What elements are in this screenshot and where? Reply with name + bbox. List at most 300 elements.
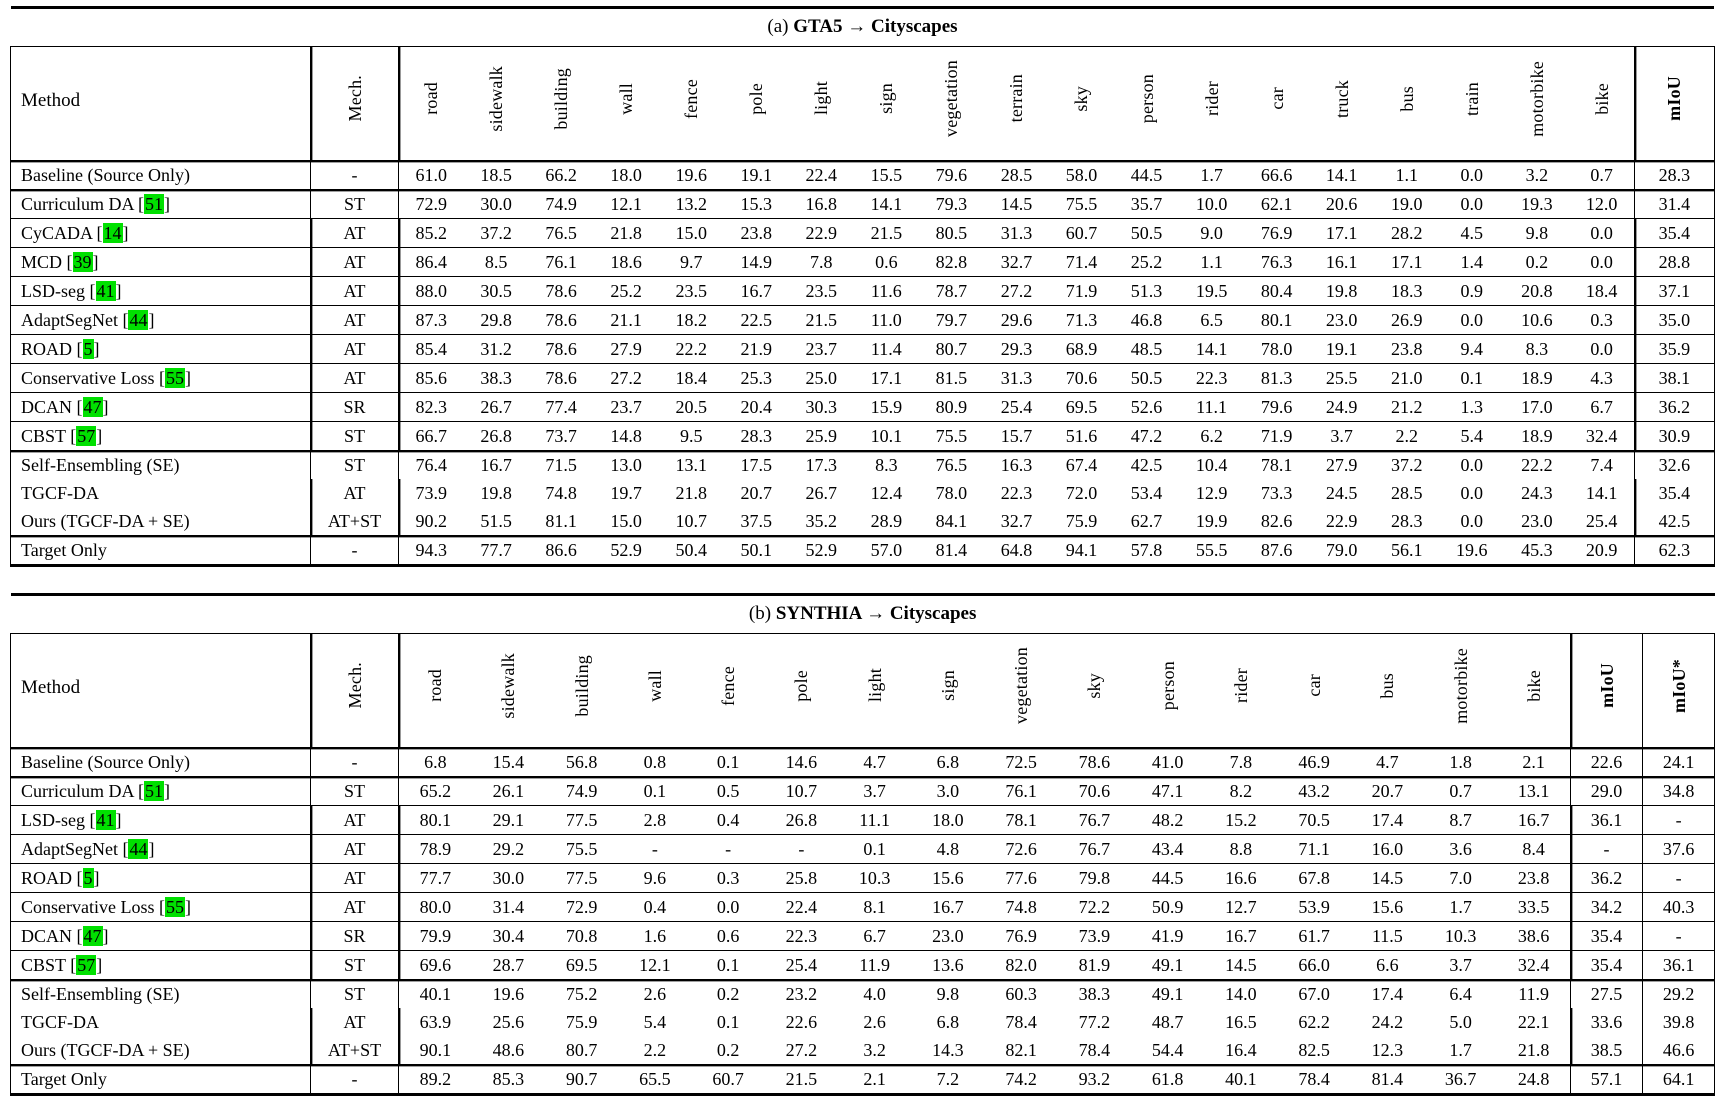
cell-value: 20.9: [1569, 536, 1634, 566]
cell-value: 74.8: [985, 893, 1058, 922]
header-class-building: building: [545, 634, 618, 748]
cell-value: 0.0: [1439, 306, 1504, 335]
cell-value: 85.6: [399, 364, 464, 393]
row-method-label: ROAD [5]: [11, 335, 311, 364]
cell-value: 18.6: [594, 248, 659, 277]
cell-value: 0.7: [1424, 777, 1497, 806]
row-mech: AT: [311, 306, 399, 335]
cell-value: 87.6: [1244, 536, 1309, 566]
citation-ref[interactable]: 5: [83, 867, 93, 888]
cell-value: 3.2: [863, 1039, 886, 1060]
cell-value: 49.1: [1131, 951, 1204, 980]
cell-value: 16.5: [1225, 1011, 1257, 1032]
row-method-label: Target Only: [11, 536, 311, 566]
cell-value: 9.8: [911, 980, 984, 1009]
row-method-label: TGCF-DA: [11, 479, 311, 507]
row-method-label: TGCF-DA: [11, 1008, 311, 1036]
cell-value: 77.6: [985, 864, 1058, 893]
cell-metric: 39.8: [1643, 1008, 1715, 1036]
cell-value: 12.9: [1195, 482, 1228, 503]
cell-value: 2.8: [618, 806, 691, 835]
header-method: Method: [11, 634, 311, 748]
cell-value: 73.9: [399, 479, 464, 507]
cell-value: 74.9: [529, 190, 594, 219]
header-metric-1: mIoU*: [1643, 634, 1715, 748]
table-row: [11, 335, 1715, 364]
citation-ref[interactable]: 47: [83, 396, 102, 417]
cell-value: 2.1: [838, 1065, 911, 1095]
cell-value: 11.4: [854, 335, 919, 364]
row-method-label: ROAD [5]: [11, 864, 311, 893]
cell-value: 13.1: [1497, 777, 1570, 806]
cell-value: 66.2: [529, 161, 594, 190]
table-row: [11, 190, 1715, 219]
row-mech: ST: [311, 190, 399, 219]
cell-value: 1.8: [1424, 748, 1497, 777]
cell-value: 25.0: [789, 364, 854, 393]
row-mech: AT: [311, 248, 399, 277]
cell-value: 85.4: [399, 335, 464, 364]
cell-value: 77.7: [464, 536, 529, 566]
table-row: [11, 507, 1715, 536]
cell-value: 11.5: [1351, 922, 1424, 951]
cell-value: 46.9: [1278, 748, 1351, 777]
cell-value: 32.4: [1497, 951, 1570, 980]
row-mech: AT: [311, 277, 399, 306]
cell-value: 49.1: [1131, 980, 1204, 1009]
cell-value: 20.7: [740, 482, 772, 503]
table-gap: [10, 567, 1714, 593]
cell-value: 0.0: [1569, 335, 1634, 364]
cell-value: 3.7: [838, 777, 911, 806]
row-mech: -: [311, 161, 399, 190]
cell-value: 52.9: [789, 536, 854, 566]
cell-metric: 22.6: [1571, 748, 1643, 777]
table-row: [11, 980, 1715, 1009]
cell-metric: 36.1: [1571, 806, 1643, 835]
header-class-rider: rider: [1179, 47, 1244, 161]
cell-value: 11.1: [1179, 393, 1244, 422]
cell-value: 0.0: [1439, 451, 1504, 480]
cell-value: 7.8: [1204, 748, 1277, 777]
cell-value: 2.1: [1497, 748, 1570, 777]
row-mech: ST: [311, 980, 399, 1009]
cell-value: 62.7: [1130, 510, 1163, 531]
cell-value: 24.3: [1521, 482, 1553, 503]
cell-metric: -: [1643, 806, 1715, 835]
cell-value: 0.0: [1460, 482, 1484, 503]
cell-value: 18.9: [1504, 364, 1569, 393]
cell-value: 50.9: [1131, 893, 1204, 922]
cell-value: 84.1: [935, 510, 968, 531]
cell-value: 8.5: [464, 248, 529, 277]
row-method-label: Ours (TGCF-DA + SE): [11, 1036, 311, 1065]
table-row: [11, 893, 1715, 922]
row-mech: AT+ST: [311, 1036, 399, 1065]
cell-value: 32.7: [1000, 510, 1033, 531]
header-class-sky: sky: [1049, 47, 1114, 161]
row-mech: -: [311, 536, 399, 566]
cell-value: 85.2: [399, 219, 464, 248]
citation-ref[interactable]: 14: [103, 222, 122, 243]
header-class-sign: sign: [854, 47, 919, 161]
cell-value: 23.8: [724, 219, 789, 248]
cell-value: 7.0: [1424, 864, 1497, 893]
cell-value: 6.2: [1179, 422, 1244, 451]
cell-value: 82.6: [1260, 510, 1293, 531]
cell-value: 42.5: [1114, 451, 1179, 480]
cell-value: 69.6: [399, 951, 472, 980]
header-class-car: car: [1278, 634, 1351, 748]
row-method-label: DCAN [47]: [11, 393, 311, 422]
cell-value: 18.0: [911, 806, 984, 835]
cell-value: 22.9: [1325, 510, 1358, 531]
cell-value: 76.5: [529, 219, 594, 248]
row-method-label: Self-Ensembling (SE): [11, 451, 311, 480]
cell-value: -: [618, 835, 691, 864]
cell-value: 24.8: [1497, 1065, 1570, 1095]
cell-value: 26.8: [464, 422, 529, 451]
cell-value: 46.8: [1114, 306, 1179, 335]
cell-value: 79.6: [1244, 393, 1309, 422]
row-mech: AT+ST: [311, 507, 399, 536]
cell-value: 78.9: [399, 835, 472, 864]
cell-value: 75.9: [1065, 510, 1098, 531]
cell-value: 23.8: [1374, 335, 1439, 364]
cell-value: 25.8: [765, 864, 838, 893]
cell-value: 19.8: [1309, 277, 1374, 306]
cell-value: 75.5: [919, 422, 984, 451]
cell-value: 9.7: [659, 248, 724, 277]
row-mech: AT: [311, 806, 399, 835]
header-class-wall: wall: [594, 47, 659, 161]
cell-value: 30.0: [472, 864, 545, 893]
header-class-light: light: [838, 634, 911, 748]
cell-value: 25.4: [765, 951, 838, 980]
cell-value: 78.6: [529, 306, 594, 335]
header-class-sign: sign: [911, 634, 984, 748]
cell-value: 78.4: [1278, 1065, 1351, 1095]
cell-value: 28.9: [870, 510, 903, 531]
cell-value: 69.5: [1049, 393, 1114, 422]
row-method-label: Curriculum DA [51]: [11, 777, 311, 806]
cell-value: 32.4: [1569, 422, 1634, 451]
cell-value: 73.9: [1058, 922, 1131, 951]
cell-value: 16.7: [464, 451, 529, 480]
cell-value: 31.4: [472, 893, 545, 922]
cell-value: 90.7: [545, 1065, 618, 1095]
cell-value: 1.1: [1374, 161, 1439, 190]
cell-value: 64.8: [984, 536, 1049, 566]
cell-value: 12.4: [870, 482, 903, 503]
cell-value: 23.7: [594, 393, 659, 422]
cell-value: 3.2: [1504, 161, 1569, 190]
cell-value: 85.3: [472, 1065, 545, 1095]
cell-value: 69.5: [545, 951, 618, 980]
cell-value: 78.4: [1078, 1039, 1111, 1060]
cell-value: 18.2: [659, 306, 724, 335]
cell-value: 47.1: [1131, 777, 1204, 806]
cell-value: 40.1: [399, 980, 472, 1009]
column-header-row: [11, 634, 1715, 748]
cell-value: 56.1: [1374, 536, 1439, 566]
cell-value: 75.5: [1049, 190, 1114, 219]
cell-value: 14.5: [1204, 951, 1277, 980]
cell-value: 0.0: [692, 893, 765, 922]
cell-value: 16.6: [1204, 864, 1277, 893]
cell-value: 80.7: [565, 1039, 598, 1060]
cell-value: 23.2: [765, 980, 838, 1009]
cell-value: 23.8: [1497, 864, 1570, 893]
cell-value: 4.0: [838, 980, 911, 1009]
citation-ref[interactable]: 41: [96, 280, 115, 301]
cell-value: 78.6: [529, 364, 594, 393]
cell-value: 77.5: [545, 864, 618, 893]
cell-value: 67.4: [1049, 451, 1114, 480]
cell-value: 8.7: [1424, 806, 1497, 835]
cell-value: 28.3: [724, 422, 789, 451]
cell-metric: 38.1: [1634, 364, 1714, 393]
row-method-label: Conservative Loss [55]: [11, 893, 311, 922]
header-metric-0: mIoU: [1571, 634, 1643, 748]
table-caption-row: [11, 595, 1715, 634]
citation-ref[interactable]: 55: [165, 367, 184, 388]
cell-value: 23.0: [1521, 510, 1553, 531]
cell-value: 0.1: [692, 748, 765, 777]
cell-value: 23.5: [659, 277, 724, 306]
cell-value: 44.5: [1131, 864, 1204, 893]
cell-value: 9.8: [1504, 219, 1569, 248]
cell-value: 71.4: [1049, 248, 1114, 277]
table-row: [11, 1065, 1715, 1095]
header-class-train: train: [1439, 47, 1504, 161]
cell-value: 27.9: [1309, 451, 1374, 480]
cell-value: 13.6: [911, 951, 984, 980]
cell-value: 71.1: [1278, 835, 1351, 864]
cell-metric: 34.2: [1571, 893, 1643, 922]
cell-value: 19.1: [1309, 335, 1374, 364]
cell-value: 48.5: [1114, 335, 1179, 364]
cell-metric: 29.2: [1643, 980, 1715, 1009]
cell-value: 63.9: [399, 1008, 472, 1036]
cell-value: 70.6: [1049, 364, 1114, 393]
cell-value: 16.4: [1225, 1039, 1257, 1060]
cell-value: 14.3: [932, 1039, 964, 1060]
citation-ref[interactable]: 39: [73, 251, 92, 272]
cell-value: 80.1: [1244, 306, 1309, 335]
results-table-a: [10, 6, 1715, 567]
cell-value: 15.4: [472, 748, 545, 777]
table-row: [11, 777, 1715, 806]
cell-value: 19.6: [1439, 536, 1504, 566]
cell-value: 8.3: [854, 451, 919, 480]
cell-value: 62.2: [1298, 1011, 1330, 1032]
cell-value: 9.5: [659, 422, 724, 451]
cell-value: 38.3: [464, 364, 529, 393]
cell-value: 15.0: [610, 510, 642, 531]
cell-value: 3.6: [1424, 835, 1497, 864]
cell-value: 14.8: [594, 422, 659, 451]
table-row: [11, 835, 1715, 864]
cell-value: 0.4: [692, 806, 765, 835]
cell-value: 19.6: [472, 980, 545, 1009]
cell-value: 77.4: [529, 393, 594, 422]
cell-value: 0.2: [716, 1039, 740, 1060]
table-caption: [11, 8, 1715, 47]
cell-value: 3.7: [1424, 951, 1497, 980]
row-method-label: AdaptSegNet [44]: [11, 835, 311, 864]
cell-value: 56.8: [545, 748, 618, 777]
row-method-label: CyCADA [14]: [11, 219, 311, 248]
cell-metric: 33.6: [1571, 1008, 1643, 1036]
header-class-sidewalk: sidewalk: [464, 47, 529, 161]
cell-value: 12.7: [1204, 893, 1277, 922]
cell-value: 29.8: [464, 306, 529, 335]
cell-value: 1.1: [1179, 248, 1244, 277]
cell-value: 40.1: [1204, 1065, 1277, 1095]
cell-value: 8.4: [1497, 835, 1570, 864]
cell-value: 35.2: [805, 510, 838, 531]
cell-value: 28.7: [472, 951, 545, 980]
cell-value: 76.7: [1058, 806, 1131, 835]
cell-value: 10.1: [854, 422, 919, 451]
cell-value: 51.6: [1049, 422, 1114, 451]
cell-value: 22.2: [659, 335, 724, 364]
row-method-label: Curriculum DA [51]: [11, 190, 311, 219]
cell-value: 74.9: [545, 777, 618, 806]
cell-value: 81.4: [919, 536, 984, 566]
cell-value: 61.7: [1278, 922, 1351, 951]
citation-ref[interactable]: 44: [129, 309, 148, 330]
cell-value: 29.2: [472, 835, 545, 864]
cell-value: 81.4: [1351, 1065, 1424, 1095]
citation-ref[interactable]: 57: [77, 954, 96, 975]
cell-value: 38.6: [1497, 922, 1570, 951]
header-class-person: person: [1131, 634, 1204, 748]
cell-value: 4.7: [1351, 748, 1424, 777]
cell-value: 0.0: [1460, 510, 1484, 531]
citation-ref[interactable]: 55: [165, 896, 184, 917]
citation-ref[interactable]: 51: [145, 780, 163, 801]
cell-value: 28.2: [1374, 219, 1439, 248]
cell-value: 14.6: [765, 748, 838, 777]
cell-value: 74.2: [985, 1065, 1058, 1095]
cell-value: 80.4: [1244, 277, 1309, 306]
cell-value: 57.8: [1114, 536, 1179, 566]
cell-value: 76.9: [985, 922, 1058, 951]
cell-value: 72.9: [545, 893, 618, 922]
cell-value: 31.3: [984, 219, 1049, 248]
row-method-label: Baseline (Source Only): [11, 748, 311, 777]
cell-value: 16.1: [1309, 248, 1374, 277]
cell-value: 0.0: [1439, 161, 1504, 190]
cell-value: 0.2: [1504, 248, 1569, 277]
cell-value: 21.8: [1517, 1039, 1550, 1060]
cell-value: 77.5: [545, 806, 618, 835]
header-class-motorbike: motorbike: [1504, 47, 1569, 161]
cell-value: 47.2: [1114, 422, 1179, 451]
cell-value: 29.6: [984, 306, 1049, 335]
cell-value: 14.5: [984, 190, 1049, 219]
table-row: [11, 248, 1715, 277]
cell-metric: 40.3: [1643, 893, 1715, 922]
header-class-bike: bike: [1569, 47, 1634, 161]
cell-value: 16.7: [724, 277, 789, 306]
cell-value: 50.4: [659, 536, 724, 566]
cell-value: 10.0: [1179, 190, 1244, 219]
cell-value: 67.0: [1278, 980, 1351, 1009]
cell-value: 18.5: [464, 161, 529, 190]
cell-value: 0.1: [618, 777, 691, 806]
citation-ref[interactable]: 47: [83, 925, 102, 946]
cell-value: 0.1: [692, 951, 765, 980]
cell-value: 15.9: [854, 393, 919, 422]
cell-metric: 35.4: [1634, 219, 1714, 248]
cell-value: 25.9: [789, 422, 854, 451]
header-class-bus: bus: [1374, 47, 1439, 161]
cell-value: 22.3: [1179, 364, 1244, 393]
row-mech: AT: [311, 893, 399, 922]
cell-value: 4.8: [911, 835, 984, 864]
cell-value: 44.5: [1114, 161, 1179, 190]
cell-value: 50.5: [1114, 364, 1179, 393]
cell-value: 22.1: [1517, 1011, 1550, 1032]
citation-ref[interactable]: 51: [145, 193, 163, 214]
cell-value: 26.7: [805, 482, 838, 503]
cell-value: 3.0: [911, 777, 984, 806]
cell-value: 28.5: [984, 161, 1049, 190]
cell-metric: 57.1: [1571, 1065, 1643, 1095]
row-mech: AT: [311, 1008, 399, 1036]
cell-value: 93.2: [1058, 1065, 1131, 1095]
cell-value: 55.5: [1179, 536, 1244, 566]
cell-value: 21.8: [675, 482, 707, 503]
cell-value: 21.5: [765, 1065, 838, 1095]
cell-value: 94.1: [1049, 536, 1114, 566]
cell-value: 81.9: [1058, 951, 1131, 980]
table-caption-row: [11, 8, 1715, 47]
cell-value: 86.6: [529, 536, 594, 566]
cell-value: 80.9: [919, 393, 984, 422]
cell-value: 17.5: [724, 451, 789, 480]
cell-value: 1.6: [618, 922, 691, 951]
cell-value: 53.9: [1278, 893, 1351, 922]
cell-value: 72.0: [1065, 482, 1098, 503]
table-row: [11, 161, 1715, 190]
citation-ref[interactable]: 57: [77, 425, 96, 446]
citation-ref[interactable]: 5: [83, 338, 93, 359]
cell-value: 25.4: [984, 393, 1049, 422]
cell-value: 19.6: [659, 161, 724, 190]
cell-value: 23.5: [789, 277, 854, 306]
row-method-label: CBST [57]: [11, 951, 311, 980]
cell-value: 76.5: [919, 451, 984, 480]
cell-value: 23.7: [789, 335, 854, 364]
cell-metric: 28.3: [1634, 161, 1714, 190]
cell-value: 14.9: [724, 248, 789, 277]
cell-value: 80.5: [919, 219, 984, 248]
table-row: [11, 277, 1715, 306]
cell-value: 16.3: [984, 451, 1049, 480]
cell-value: 76.1: [985, 777, 1058, 806]
row-method-label: CBST [57]: [11, 422, 311, 451]
citation-ref[interactable]: 41: [96, 809, 115, 830]
cell-value: 79.7: [919, 306, 984, 335]
citation-ref[interactable]: 44: [129, 838, 148, 859]
cell-value: 35.7: [1114, 190, 1179, 219]
cell-value: 53.4: [1130, 482, 1163, 503]
cell-value: 10.3: [838, 864, 911, 893]
